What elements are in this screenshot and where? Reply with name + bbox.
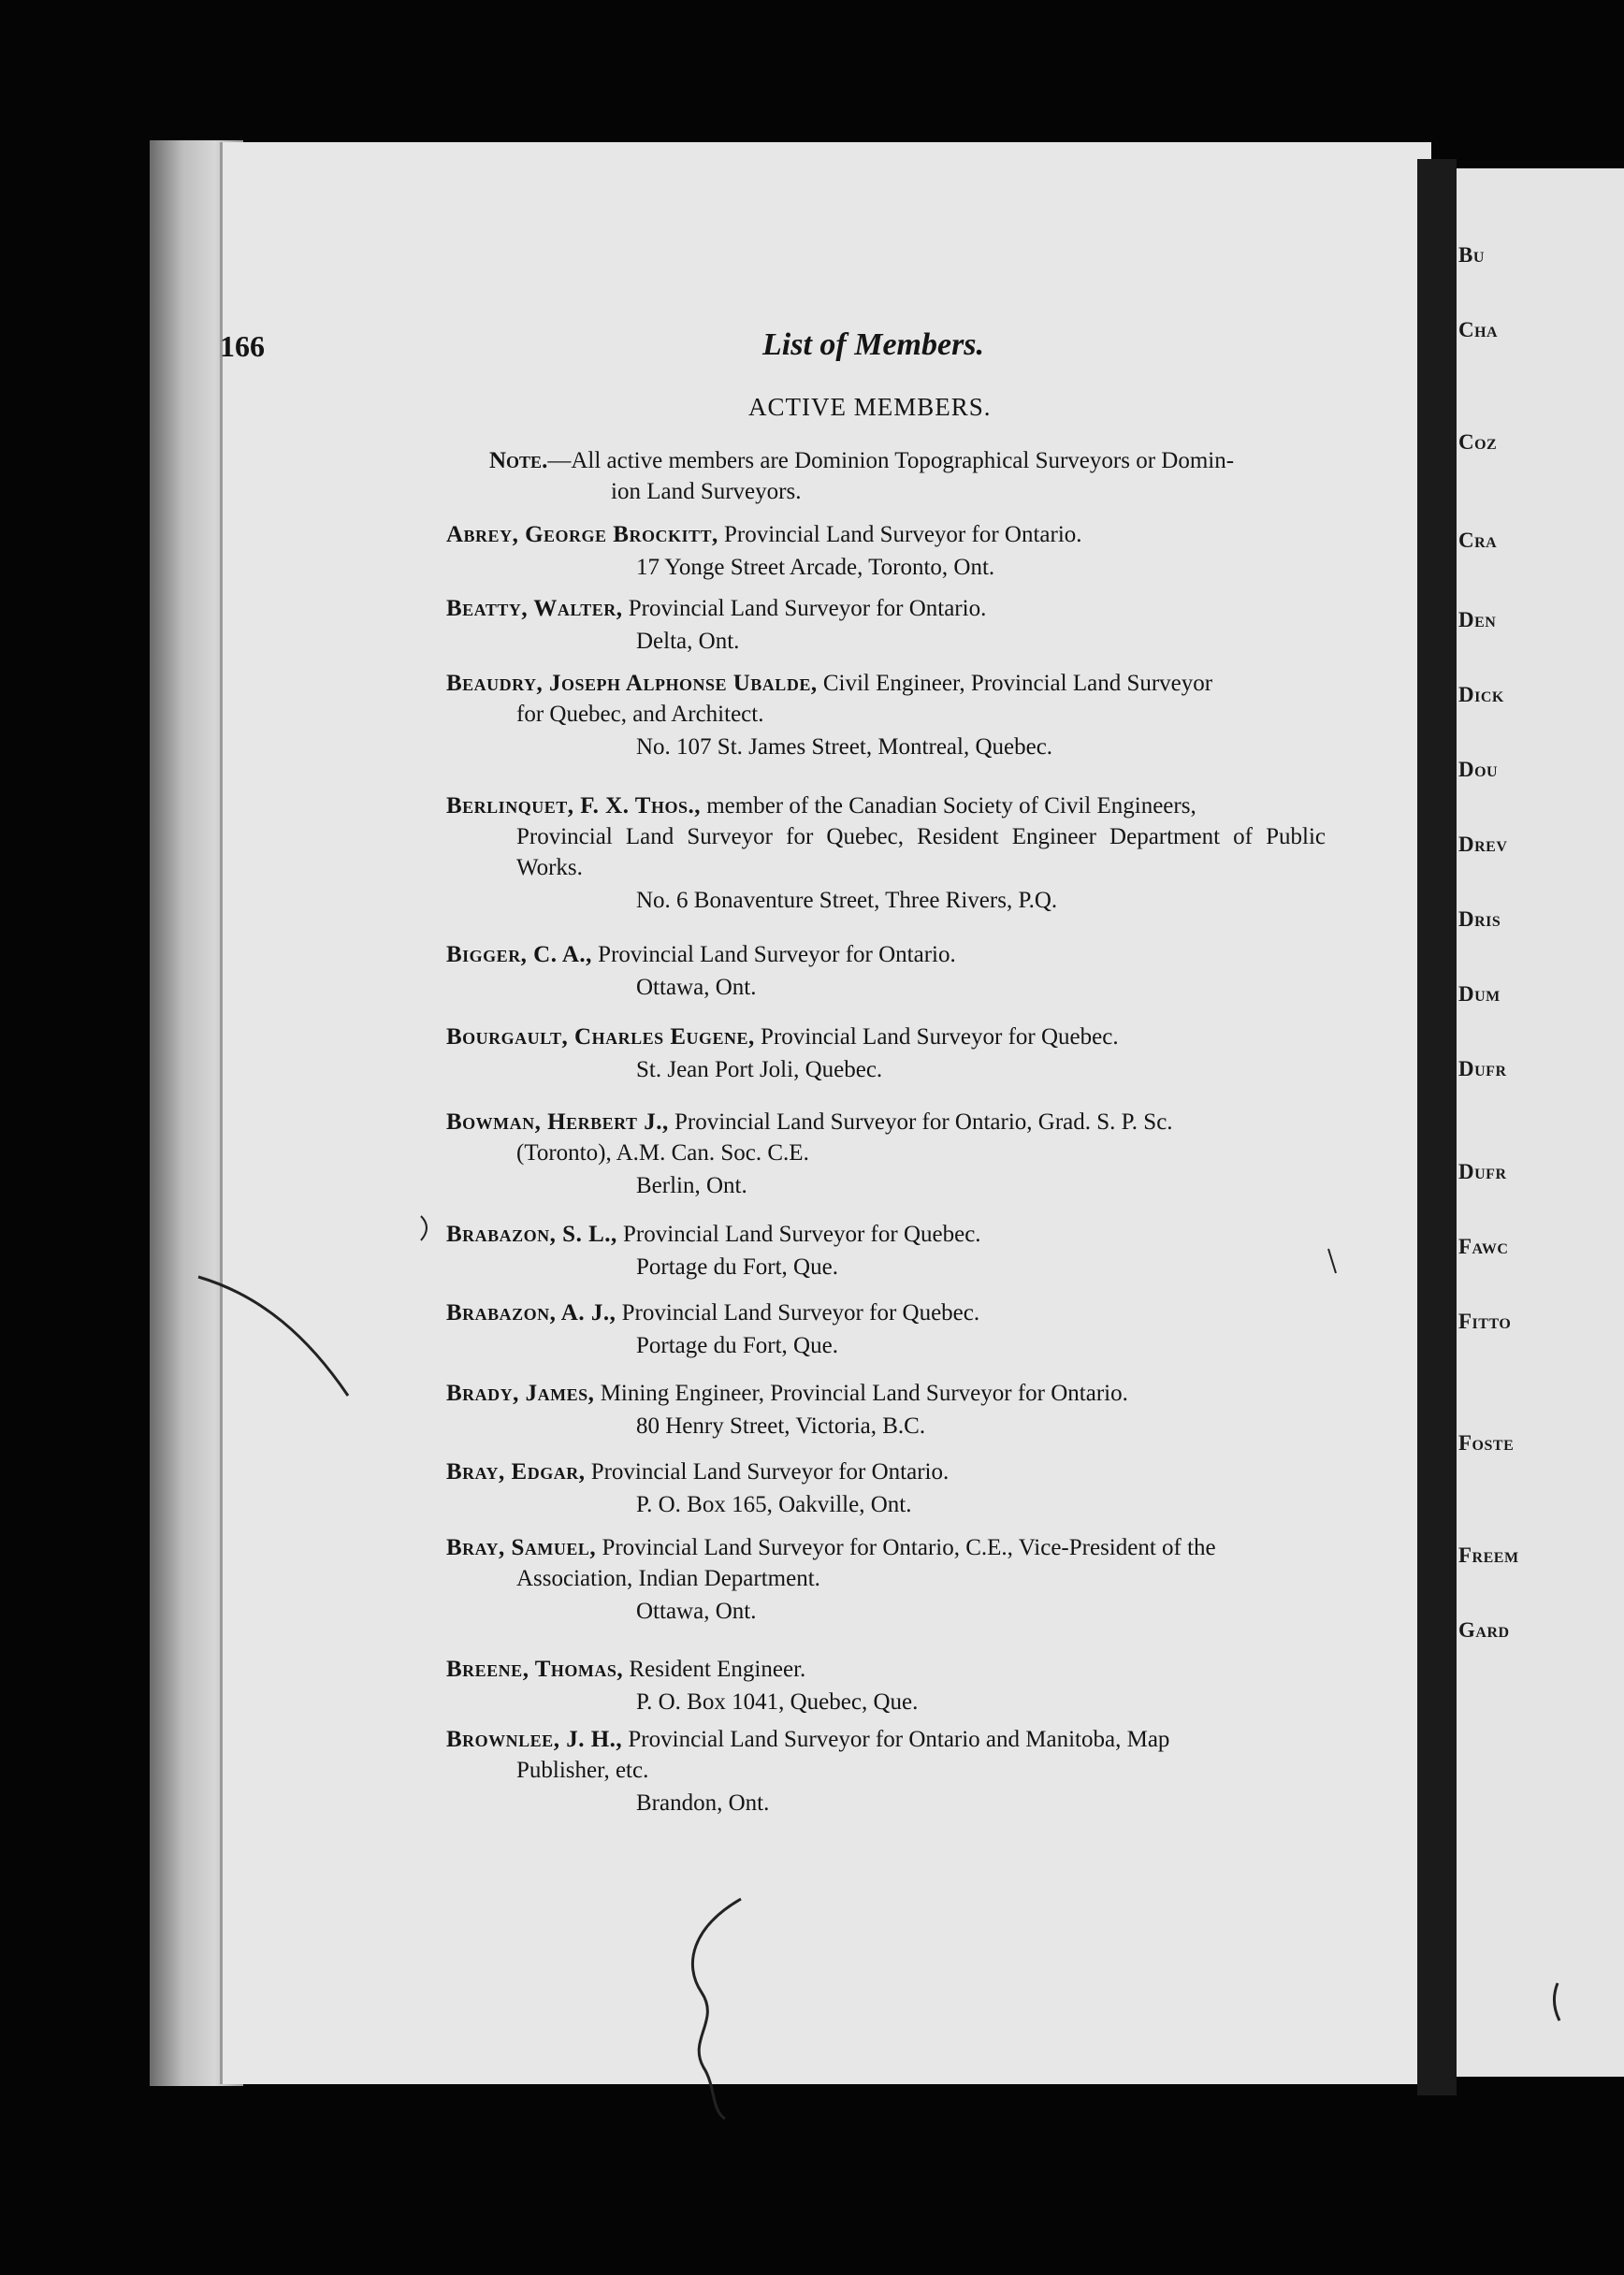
member-address: Portage du Fort, Que. — [636, 1254, 838, 1280]
member-name: Bourgault, Charles Eugene, — [446, 1024, 755, 1050]
facing-page-name: Drev — [1458, 833, 1508, 856]
member-address: P. O. Box 1041, Quebec, Que. — [636, 1689, 919, 1715]
member-address: 17 Yonge Street Arcade, Toronto, Ont. — [636, 555, 995, 580]
member-description: Civil Engineer, Provincial Land Surveyor — [817, 671, 1213, 696]
member-address: Ottawa, Ont. — [636, 975, 757, 1000]
member-name: Brady, James, — [446, 1381, 595, 1406]
member-address: No. 107 St. James Street, Montreal, Quebec. — [636, 734, 1053, 760]
string-mark — [692, 1899, 741, 2119]
facing-page-name: Dris — [1458, 907, 1501, 931]
facing-page-name: Cha — [1458, 318, 1499, 341]
member-description-cont: Provincial Land Surveyor for Quebec, Resident Engineer Department of Public Works. — [516, 824, 1326, 880]
member-description: Provincial Land Surveyor for Ontario, C.E., Vice-President of the — [596, 1535, 1216, 1560]
member-description: Provincial Land Surveyor for Ontario. — [622, 596, 987, 621]
note-lead: Note. — [489, 448, 548, 473]
facing-page-name: Dufr — [1458, 1057, 1507, 1080]
facing-page-name: Fitto — [1458, 1310, 1512, 1333]
member-name: Bowman, Herbert J., — [446, 1109, 669, 1135]
facing-page-name: Den — [1458, 608, 1497, 631]
note-text-line2: ion Land Surveyors. — [611, 479, 802, 504]
member-address: Portage du Fort, Que. — [636, 1333, 838, 1358]
bracket-mark — [421, 1216, 427, 1240]
member-description: Provincial Land Surveyor for Quebec. — [616, 1300, 980, 1326]
member-name: Abrey, George Brockitt, — [446, 522, 718, 547]
member-description: member of the Canadian Society of Civil Engineers, — [700, 793, 1196, 819]
member-address: Delta, Ont. — [636, 629, 740, 654]
facing-page-name: Dou — [1458, 758, 1499, 781]
member-name: Breene, Thomas, — [446, 1657, 624, 1682]
member-name: Brownlee, J. H., — [446, 1727, 623, 1752]
facing-page-name: Dufr — [1458, 1160, 1507, 1183]
member-description: Provincial Land Surveyor for Ontario, Grad. S. P. Sc. — [668, 1109, 1173, 1135]
member-description: Provincial Land Surveyor for Ontario and Manitoba, Map — [622, 1727, 1170, 1752]
member-description: Provincial Land Surveyor for Quebec. — [616, 1222, 981, 1247]
member-name: Brabazon, S. L., — [446, 1222, 617, 1247]
member-name: Beatty, Walter, — [446, 596, 623, 621]
facing-page-name: Freem — [1458, 1543, 1519, 1567]
member-description-cont: Association, Indian Department. — [516, 1566, 820, 1591]
stroke-mark-right — [1328, 1249, 1336, 1273]
running-title: List of Members. — [762, 327, 985, 362]
member-name: Bray, Samuel, — [446, 1535, 597, 1560]
member-address: St. Jean Port Joli, Quebec. — [636, 1057, 883, 1082]
page-number: 166 — [220, 329, 265, 363]
member-address: Berlin, Ont. — [636, 1173, 747, 1198]
facing-page-name: Dum — [1458, 982, 1501, 1006]
facing-page-name: Foste — [1458, 1431, 1515, 1455]
member-description-cont: Publisher, etc. — [516, 1758, 649, 1783]
member-description: Mining Engineer, Provincial Land Surveyor for Ontario. — [594, 1381, 1128, 1406]
member-description: Provincial Land Surveyor for Ontario. — [718, 522, 1082, 547]
facing-page-name: Cra — [1458, 529, 1498, 552]
member-address: Ottawa, Ont. — [636, 1599, 757, 1624]
member-name: Bigger, C. A., — [446, 942, 592, 967]
facing-page-name: Gard — [1458, 1618, 1510, 1642]
facing-page-name: Fawc — [1458, 1235, 1509, 1258]
member-address: Brandon, Ont. — [636, 1790, 770, 1816]
facing-page-name: Dick — [1458, 683, 1504, 706]
member-description-cont: (Toronto), A.M. Can. Soc. C.E. — [516, 1140, 809, 1166]
member-address: P. O. Box 165, Oakville, Ont. — [636, 1492, 912, 1517]
member-description: Provincial Land Surveyor for Ontario. — [591, 942, 956, 967]
member-description: Provincial Land Surveyor for Ontario. — [585, 1459, 950, 1485]
member-name: Brabazon, A. J., — [446, 1300, 616, 1326]
section-title: ACTIVE MEMBERS. — [748, 393, 992, 421]
member-address: No. 6 Bonaventure Street, Three Rivers, P.Q. — [636, 888, 1058, 913]
member-description: Provincial Land Surveyor for Quebec. — [754, 1024, 1119, 1050]
member-description-cont: for Quebec, and Architect. — [516, 702, 764, 727]
facing-page-name: Coz — [1458, 430, 1498, 454]
stroke-mark-far-right — [1554, 1983, 1559, 2021]
note-text-line1: —All active members are Dominion Topographical Surveyors or Domin- — [547, 448, 1235, 473]
pen-stroke-mark — [198, 1277, 348, 1396]
member-description: Resident Engineer. — [623, 1657, 806, 1682]
member-name: Bray, Edgar, — [446, 1459, 586, 1485]
facing-page-name: Bu — [1458, 243, 1485, 267]
member-name: Berlinquet, F. X. Thos., — [446, 793, 701, 819]
member-address: 80 Henry Street, Victoria, B.C. — [636, 1413, 926, 1439]
member-name: Beaudry, Joseph Alphonse Ubalde, — [446, 671, 818, 696]
